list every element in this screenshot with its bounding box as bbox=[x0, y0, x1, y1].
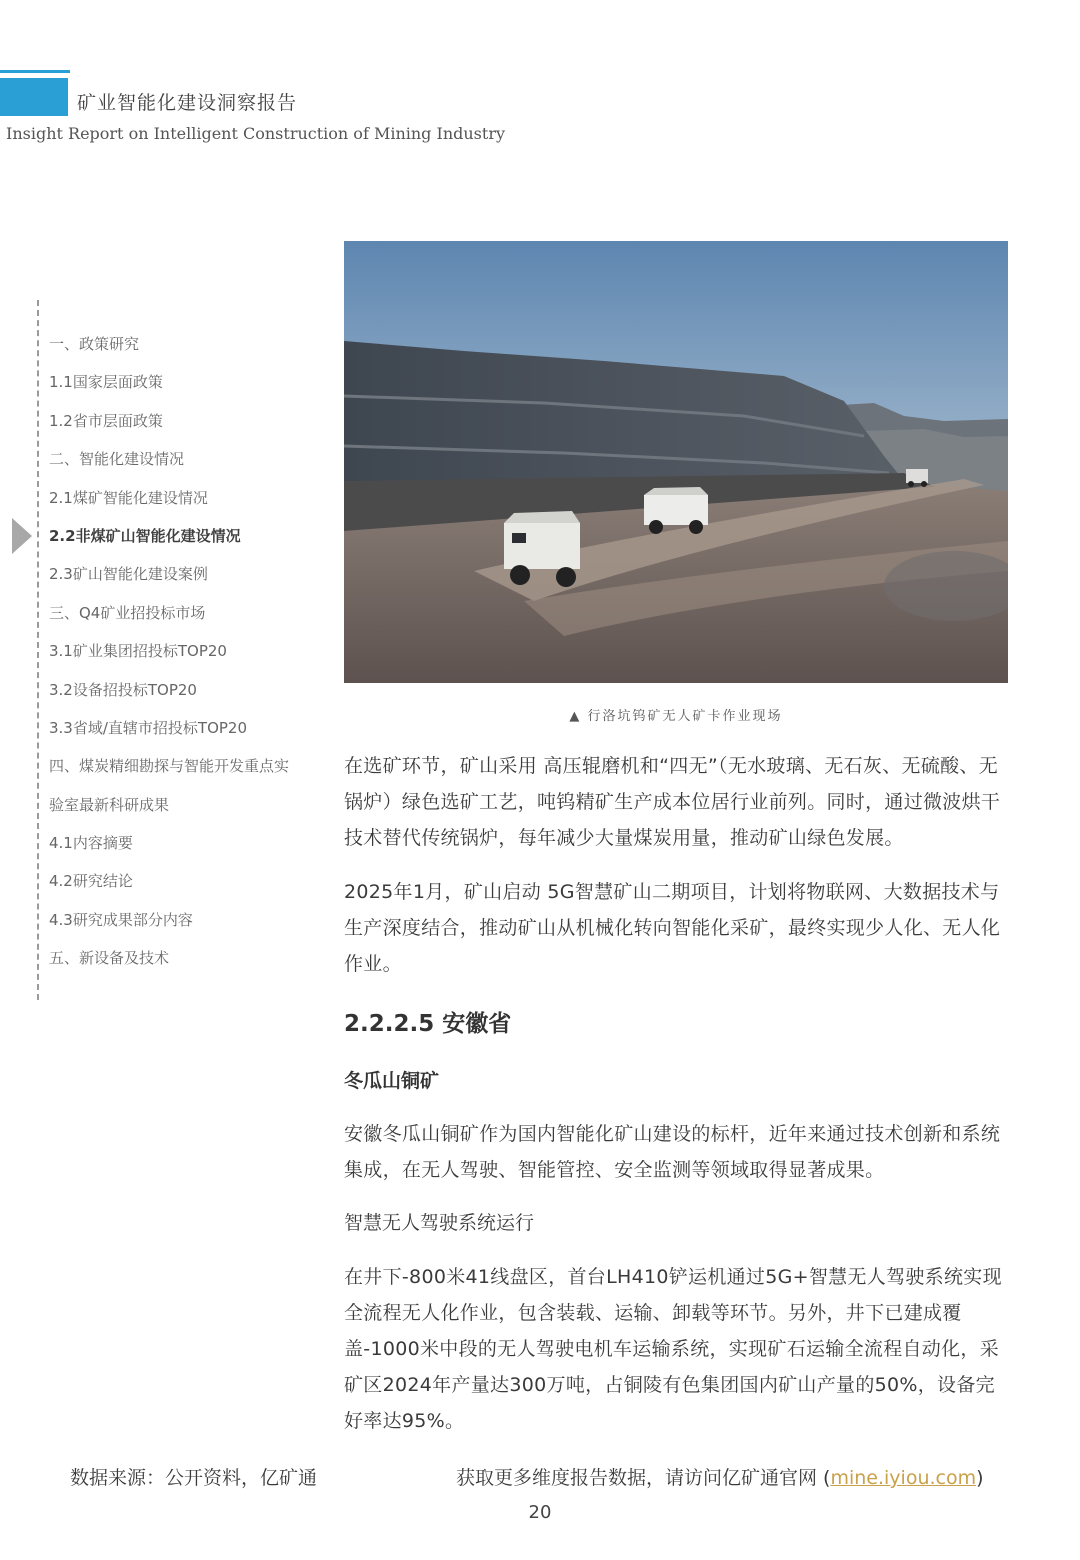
toc-divider bbox=[37, 300, 39, 1000]
toc-item[interactable]: 3.2设备招投标TOP20 bbox=[49, 680, 197, 699]
header-accent-line bbox=[0, 70, 70, 73]
section-heading-anhui: 2.2.2.5 安徽省 bbox=[344, 1011, 512, 1037]
triangle-right-icon bbox=[12, 518, 32, 554]
header-accent-block bbox=[0, 78, 68, 116]
toc-item[interactable]: 五、新设备及技术 bbox=[49, 949, 170, 968]
toc-item[interactable]: 1.1国家层面政策 bbox=[49, 373, 163, 392]
toc-item[interactable]: 4.1内容摘要 bbox=[49, 834, 133, 853]
toc-item[interactable]: 1.2省市层面政策 bbox=[49, 411, 163, 430]
report-title: 矿业智能化建设洞察报告 bbox=[77, 92, 298, 114]
toc-item[interactable]: 4.3研究成果部分内容 bbox=[49, 910, 193, 929]
website-link[interactable]: mine.iyiou.com bbox=[830, 1467, 977, 1489]
toc-item[interactable]: 二、智能化建设情况 bbox=[49, 450, 185, 469]
toc-item[interactable]: 四、煤炭精细勘探与智能开发重点实 bbox=[49, 757, 290, 776]
toc-item[interactable]: 4.2研究结论 bbox=[49, 872, 133, 891]
toc-item[interactable]: 3.1矿业集团招投标TOP20 bbox=[49, 642, 227, 661]
photo-caption: ▲ 行洛坑钨矿无人矿卡作业现场 bbox=[569, 709, 783, 724]
more-data-note bbox=[456, 1463, 984, 1490]
more-data-prefix: 获取更多维度报告数据，请访问亿矿通官网 ( bbox=[456, 1467, 831, 1489]
toc-item[interactable]: 3.3省域/直辖市招投标TOP20 bbox=[49, 718, 248, 737]
report-subtitle-en: Insight Report on Intelligent Construction of Mining Industry bbox=[6, 124, 505, 143]
subheading-dongguashan: 冬瓜山铜矿 bbox=[344, 1070, 440, 1092]
more-data-suffix: ) bbox=[976, 1467, 984, 1489]
mine-truck-photo bbox=[344, 241, 1008, 683]
toc-item[interactable]: 2.3矿山智能化建设案例 bbox=[49, 565, 208, 584]
toc-item[interactable]: 2.2非煤矿山智能化建设情况 bbox=[49, 526, 241, 545]
subheading-autonomous-driving: 智慧无人驾驶系统运行 bbox=[344, 1212, 535, 1234]
toc-item[interactable]: 2.1煤矿智能化建设情况 bbox=[49, 488, 208, 507]
paragraph-ore-processing: 在选矿环节，矿山采用 高压辊磨机和“四无”（无水玻璃、无石灰、无硫酸、无锅炉）绿色选矿工艺，吨钨精矿生产成本位居行业前列。同时，通过微波烘干技术替代传统锅炉，每年减少大量煤炭用量，推动矿山绿色发展。 bbox=[344, 755, 1001, 849]
data-source: 数据来源：公开资料，亿矿通 bbox=[70, 1467, 318, 1489]
toc-item[interactable]: 三、Q4矿业招投标市场 bbox=[49, 603, 206, 622]
toc-item[interactable]: 一、政策研究 bbox=[49, 335, 140, 353]
toc-item[interactable]: 验室最新科研成果 bbox=[49, 795, 170, 814]
table-of-contents bbox=[49, 331, 339, 984]
paragraph-dongguashan-intro: 安徽冬瓜山铜矿作为国内智能化矿山建设的标杆，近年来通过技术创新和系统集成，在无人驾驶、智能管控、安全监测等领域取得显著成果。 bbox=[344, 1123, 1001, 1181]
paragraph-autonomous-operation: 在井下-800米41线盘区，首台LH410铲运机通过5G+智慧无人驾驶系统实现全流程无人化作业，包含装载、运输、卸载等环节。另外，井下已建成覆盖-1000米中段的无人驾驶电机车运输系统，实现矿石运输全流程自动化，采矿区2024年产量达300万吨，占铜陵有色集团国内矿山产量的50%，设备完好率达95%。 bbox=[344, 1266, 1002, 1432]
page-number: 20 bbox=[528, 1502, 552, 1523]
paragraph-5g-phase2: 2025年1月，矿山启动 5G智慧矿山二期项目，计划将物联网、大数据技术与生产深度结合，推动矿山从机械化转向智能化采矿，最终实现少人化、无人化作业。 bbox=[344, 881, 1001, 975]
